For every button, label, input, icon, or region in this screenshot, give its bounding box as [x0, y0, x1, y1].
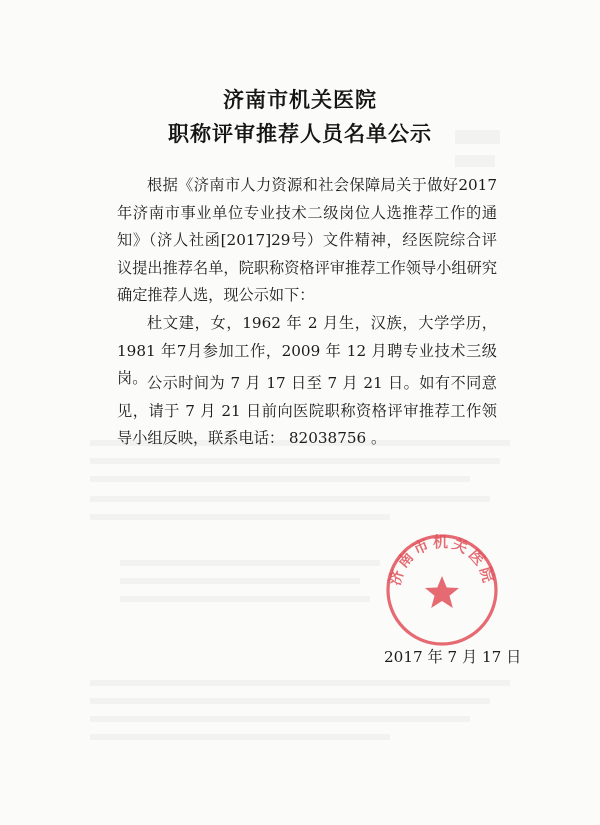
- body-paragraph-3: [117, 370, 497, 453]
- page-title: 济南市机关医院: [223, 88, 377, 112]
- document-date: 2017 年 7 月 17 日: [384, 648, 522, 666]
- body-paragraph-1: [117, 172, 497, 310]
- paragraph-text: 根据《济南市人力资源和社会保障局关于做好2017年济南市事业单位专业技术二级岗位人选推荐工作的通知》（济人社函[2017]29号）文件精神，经医院综合评议提出推荐名单，院职称资格评审推荐工作领导小组研究确定推荐人选，现公示如下：: [117, 176, 497, 305]
- paragraph-text: 杜文建，女，1962 年 2 月生，汉族，大学学历，1981 年7月参加工作，2009 年 12 月聘专业技术三级岗。: [117, 314, 497, 388]
- paragraph-text: 公示时间为 7 月 17 日至 7 月 21 日。如有不同意见，请于 7 月 21 日前向医院职称资格评审推荐工作领导小组反映，联系电话： 82038756 。: [117, 374, 497, 448]
- svg-text:济南市机关医院: 济南市机关医院: [385, 533, 499, 588]
- page-subtitle: 职称评审推荐人员名单公示: [168, 122, 432, 146]
- seal-star-icon: [425, 576, 459, 608]
- official-seal: [384, 532, 500, 648]
